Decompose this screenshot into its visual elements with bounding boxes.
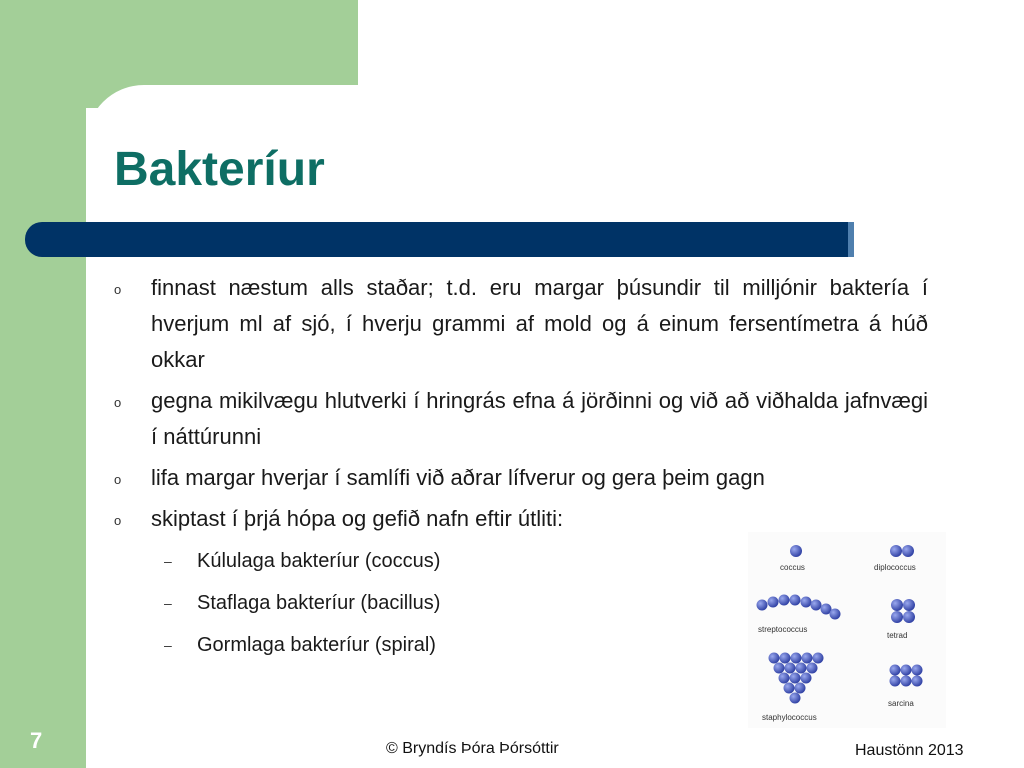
footer-author: © Bryndís Þóra Þórsóttir: [386, 740, 559, 757]
bullet-icon: o: [114, 513, 122, 528]
staphylococcus-cell: [796, 663, 807, 674]
staphylococcus-cell: [802, 653, 813, 664]
bullet-item: [112, 270, 928, 378]
tetrad-cell: [903, 599, 915, 611]
tetrad-cell: [891, 599, 903, 611]
staphylococcus-cell: [813, 653, 824, 664]
bullet-item: [112, 460, 928, 496]
sub-bullet-text: Staflaga bakteríur (bacillus): [197, 592, 441, 614]
bullet-icon: o: [114, 282, 122, 297]
streptococcus-cell: [779, 595, 790, 606]
dash-icon: –: [164, 595, 172, 611]
staphylococcus-cell: [785, 663, 796, 674]
tetrad-cell: [903, 611, 915, 623]
coccus-cell: [790, 545, 802, 557]
staphylococcus-cell: [769, 653, 780, 664]
footer-term: Haustönn 2013: [855, 742, 964, 759]
background-green-left: [0, 0, 86, 768]
bullet-text: gegna mikilvægu hlutverki í hringrás efna á jörðinni og við að viðhalda jafnvægi í náttúrunni: [151, 388, 928, 449]
sub-bullet-text: Gormlaga bakteríur (spiral): [197, 634, 436, 656]
tetrad-cell: [891, 611, 903, 623]
sarcina-cell: [890, 665, 901, 676]
title-divider-bar: [25, 222, 853, 257]
dash-icon: –: [164, 553, 172, 569]
sarcina-cell: [890, 676, 901, 687]
slide-number: 7: [30, 728, 43, 753]
staphylococcus-cell: [779, 673, 790, 684]
bullet-text: lifa margar hverjar í samlífi við aðrar lífverur og gera þeim gagn: [151, 465, 765, 490]
streptococcus-cell: [768, 597, 779, 608]
streptococcus-cell: [757, 600, 768, 611]
streptococcus-cell: [811, 600, 822, 611]
dash-icon: –: [164, 637, 172, 653]
streptococcus-cell: [790, 595, 801, 606]
sarcina-cell: [912, 665, 923, 676]
staphylococcus-cell: [784, 683, 795, 694]
sarcina-cell: [901, 665, 912, 676]
coccus-label: coccus: [780, 563, 805, 572]
staphylococcus-cell: [791, 653, 802, 664]
staphylococcus-cell: [790, 693, 801, 704]
staphylococcus-cell: [780, 653, 791, 664]
staphylococcus-cell: [807, 663, 818, 674]
staphylococcus-cell: [774, 663, 785, 674]
staphylococcus-label: staphylococcus: [762, 713, 817, 722]
streptococcus-cell: [830, 609, 841, 620]
streptococcus-label: streptococcus: [758, 625, 808, 634]
bullet-icon: o: [114, 395, 122, 410]
sarcina-label: sarcina: [888, 699, 914, 708]
sub-bullet-text: Kúlulaga bakteríur (coccus): [197, 550, 441, 572]
sarcina-cell: [901, 676, 912, 687]
diplococcus-cell: [902, 545, 914, 557]
streptococcus-cell: [801, 597, 812, 608]
staphylococcus-cell: [795, 683, 806, 694]
bullet-text: finnast næstum alls staðar; t.d. eru margar þúsundir til milljónir baktería í hverjum ml af sjó, í hverju grammi af mold og á einum fersentímetra á húð okkar: [151, 275, 928, 372]
bacteria-diagram: [748, 532, 946, 728]
slide-title: Bakteríur: [114, 143, 325, 196]
bullet-icon: o: [114, 472, 122, 487]
diplococcus-cell: [890, 545, 902, 557]
staphylococcus-cell: [801, 673, 812, 684]
bacteria-shapes-illustration: [748, 532, 946, 728]
staphylococcus-cell: [790, 673, 801, 684]
title-divider-accent: [848, 222, 854, 257]
tetrad-label: tetrad: [887, 631, 908, 640]
bullet-item: [112, 383, 928, 455]
sarcina-cell: [912, 676, 923, 687]
bullet-text: skiptast í þrjá hópa og gefið nafn eftir útliti:: [151, 506, 564, 531]
diplococcus-label: diplococcus: [874, 563, 916, 572]
